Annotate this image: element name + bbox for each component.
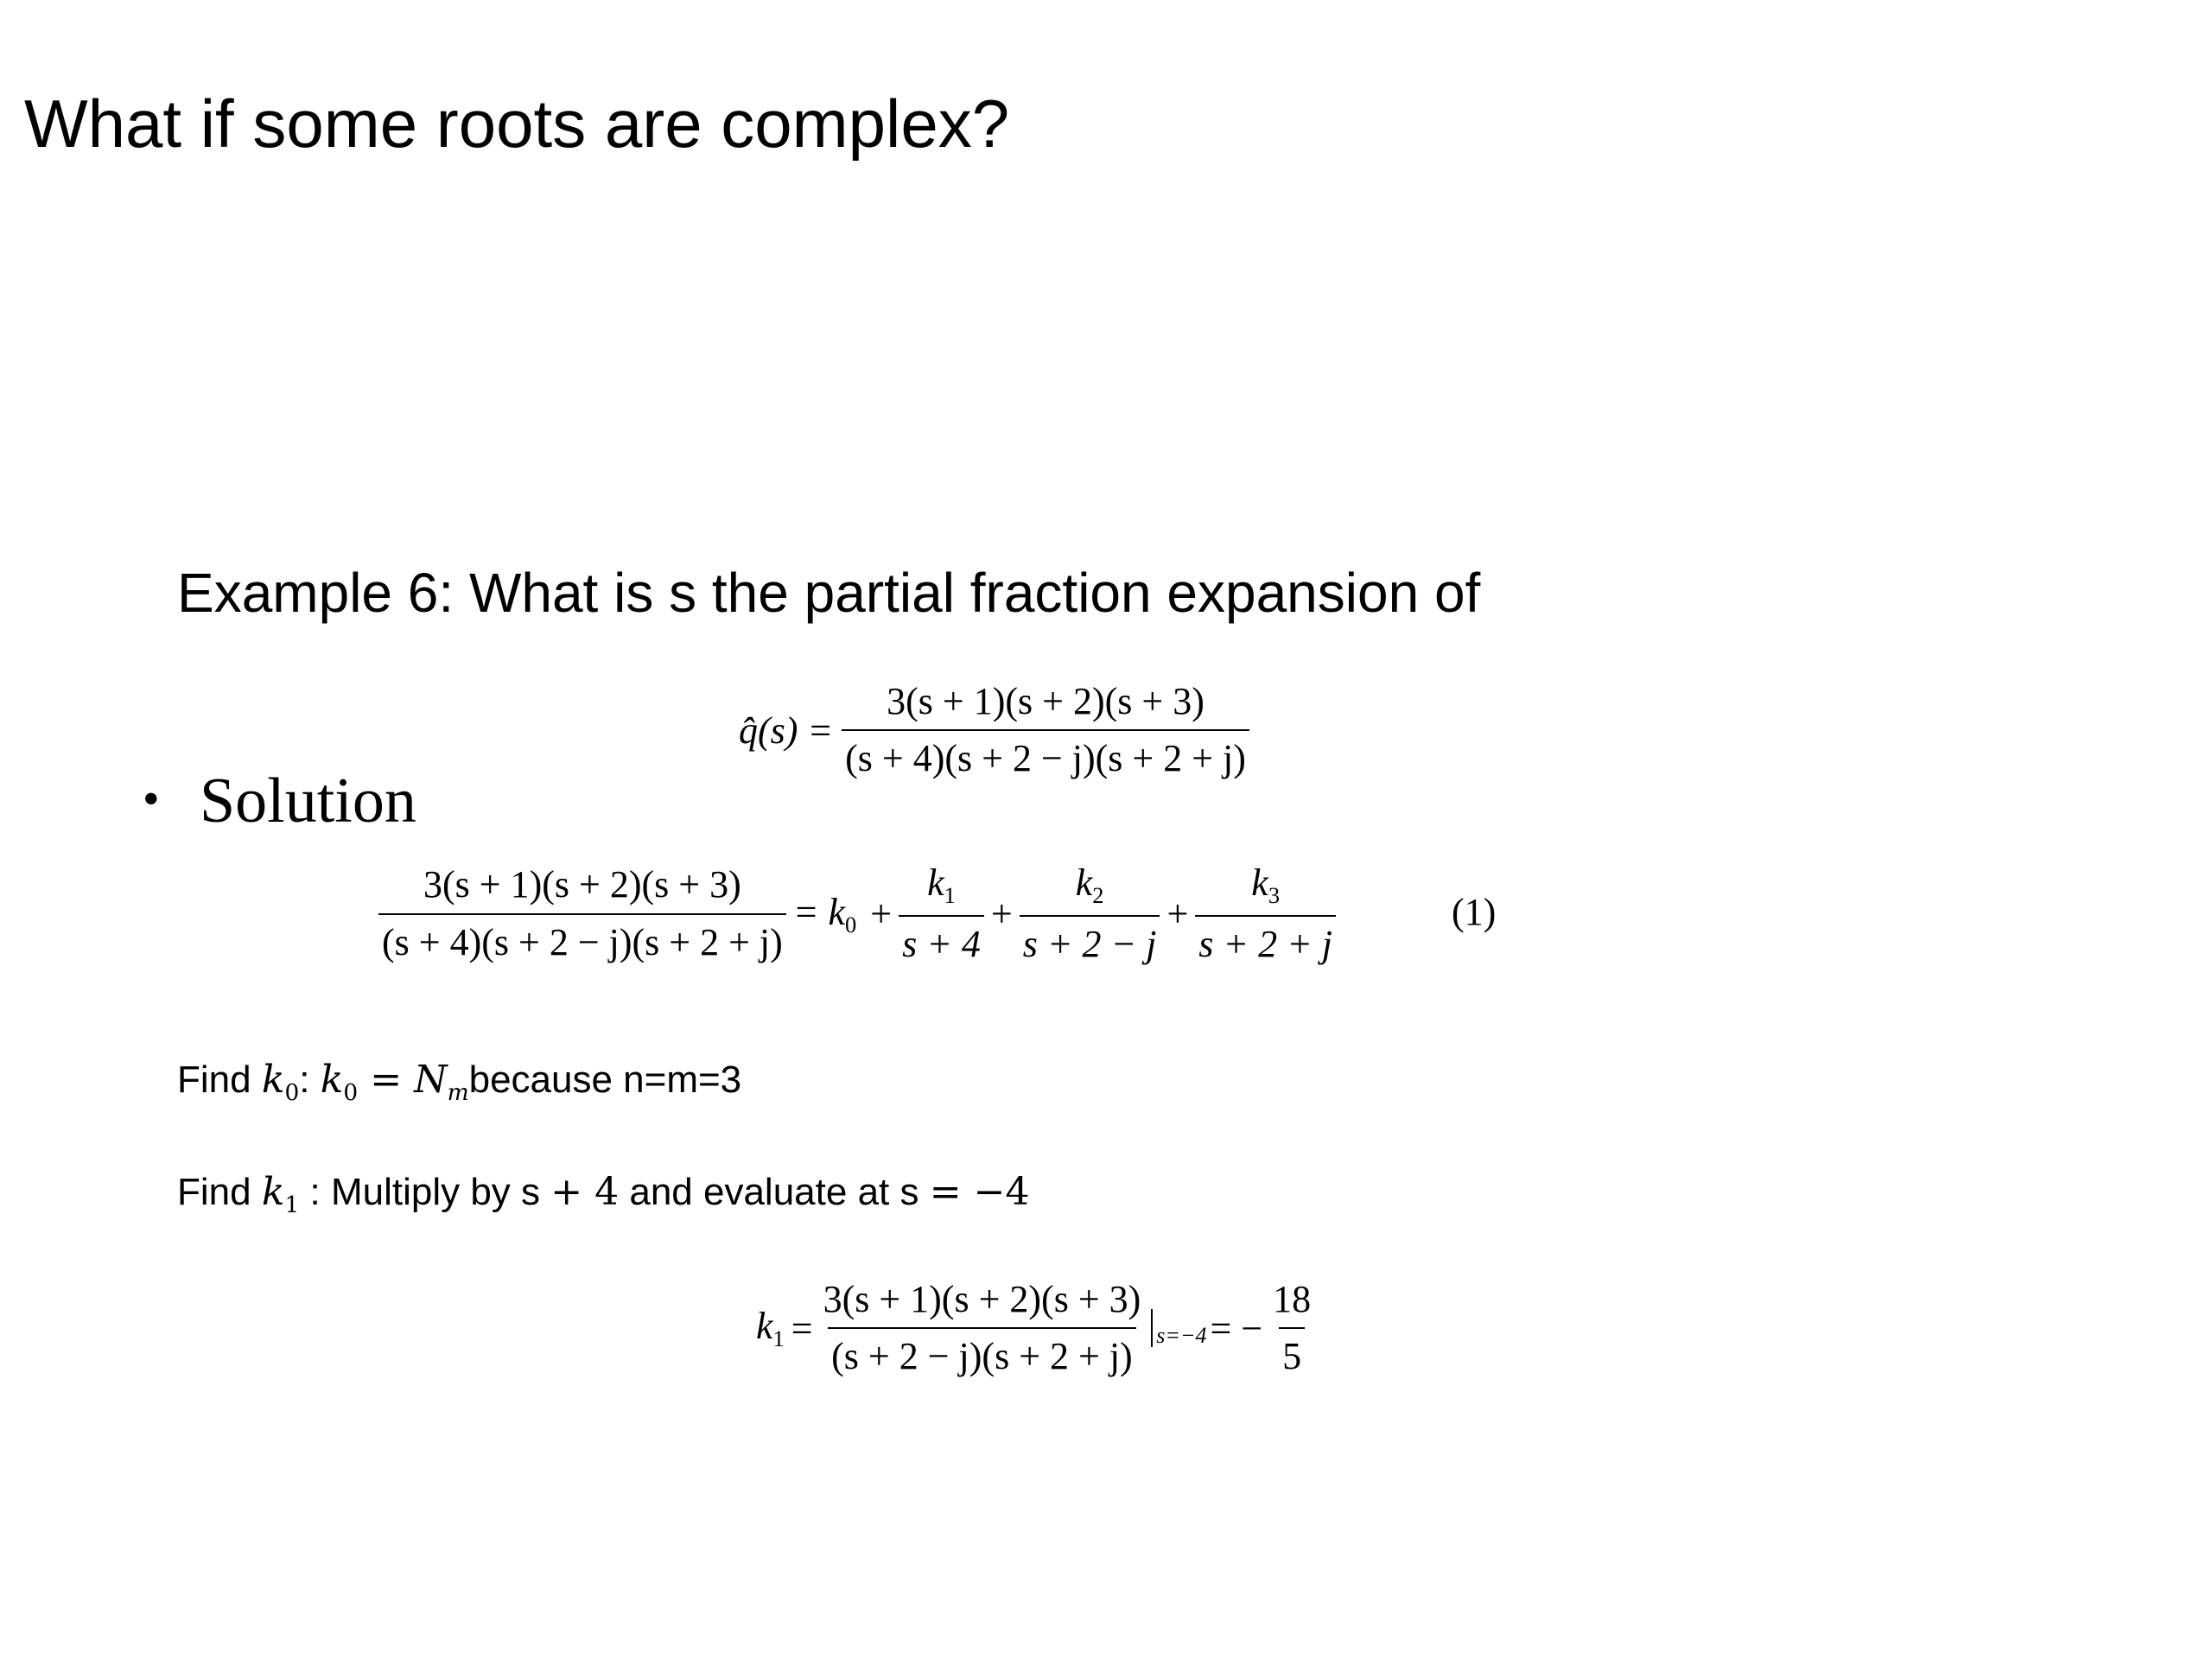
eq2-term-k3: $\frac{k_3}{s + 2 + j}$ xyxy=(1195,862,1336,966)
slide-title: What if some roots are complex? xyxy=(24,86,1010,162)
example-statement: Example 6: What is s the partial fraction expansion of xyxy=(177,562,1481,624)
solution-bullet xyxy=(143,766,416,836)
eq1-numerator: 3(s + 1)(s + 2)(s + 3) xyxy=(887,680,1205,722)
evaluation-bar-line xyxy=(1151,1309,1153,1347)
eq3-numerator: 3(s + 1)(s + 2)(s + 3) xyxy=(823,1278,1141,1320)
eq1-fraction xyxy=(842,681,1249,780)
eq2-term-k2: $\frac{k_2}{s + 2 - j}$ xyxy=(1020,862,1160,966)
eq3-result-fraction xyxy=(1269,1279,1314,1378)
equation-number: (1) xyxy=(1452,891,1497,933)
eq3-denominator: (s + 2 − j)(s + 2 + j) xyxy=(828,1327,1136,1377)
eq3-equals-minus: = − xyxy=(1210,1306,1263,1350)
find-k1-line: Find $k_1$ : Multiply by s + 4 and evaluate at s = −4 xyxy=(177,1170,1030,1219)
eq2-plus-3: + xyxy=(1166,893,1189,936)
eq2-plus-2: + xyxy=(990,893,1013,936)
eq3-fraction xyxy=(820,1279,1145,1378)
eq2-equals-k0: = $k_0$ xyxy=(792,890,857,938)
evaluation-bar xyxy=(1144,1309,1210,1347)
eq2-plus-1: + xyxy=(870,893,893,936)
transfer-function-equation xyxy=(739,681,1249,780)
eq3-k1: $k_1$ xyxy=(756,1305,785,1352)
find-k0-line: Find $k_0$: $k_0$ = $N_mbecause$ n=m=3 xyxy=(177,1058,742,1107)
k1-evaluation-equation xyxy=(756,1279,1314,1378)
eq2-lhs-denominator: (s + 4)(s + 2 − j)(s + 2 + j) xyxy=(378,913,786,963)
solution-label: Solution xyxy=(200,766,416,836)
evaluation-limit: s=−4 xyxy=(1156,1323,1207,1349)
eq3-result-numerator: 18 xyxy=(1273,1278,1312,1320)
partial-fraction-equation xyxy=(378,862,1336,966)
eq2-lhs-fraction xyxy=(378,864,786,963)
bullet-dot-icon: • xyxy=(143,772,160,826)
eq2-lhs-numerator: 3(s + 1)(s + 2)(s + 3) xyxy=(423,863,741,906)
eq3-equals: = xyxy=(791,1306,813,1350)
eq3-result-denominator: 5 xyxy=(1279,1327,1305,1377)
eq1-lhs: q̂(s) = xyxy=(739,709,834,752)
eq1-denominator: (s + 4)(s + 2 − j)(s + 2 + j) xyxy=(842,729,1249,779)
eq2-term-k1: $\frac{k_1}{s + 4}$ xyxy=(899,862,984,966)
